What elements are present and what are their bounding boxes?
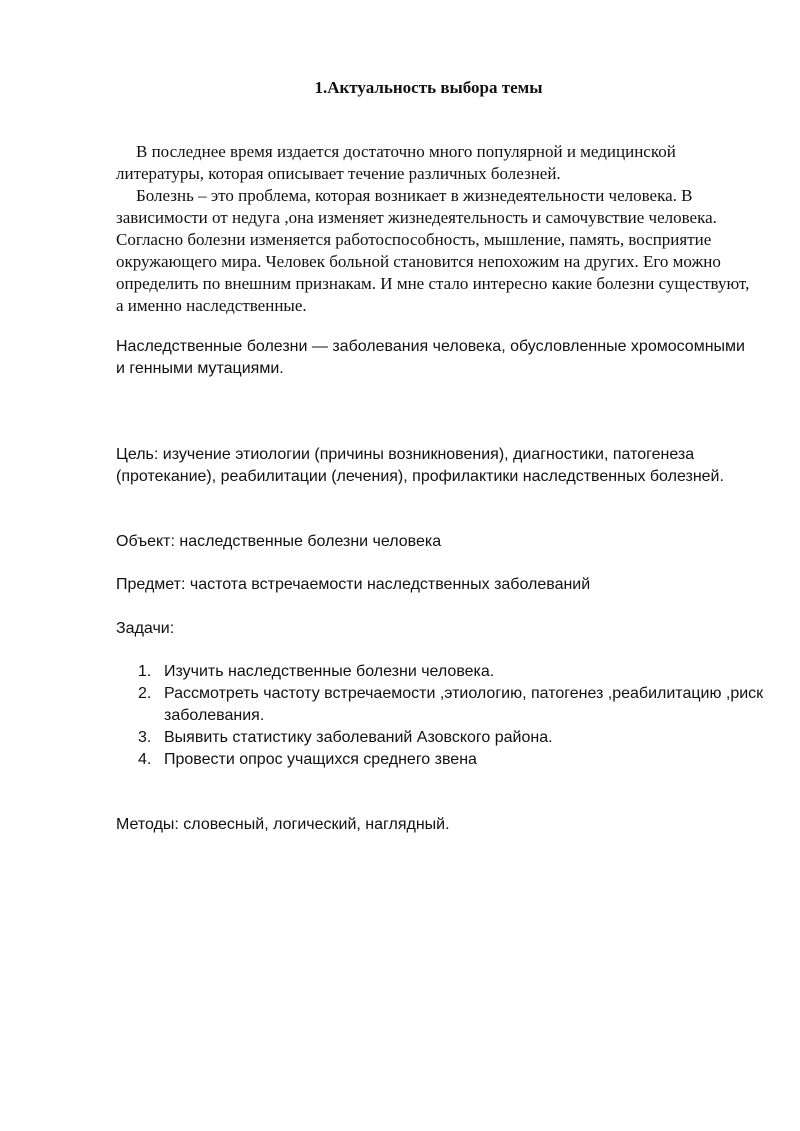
list-item: Провести опрос учащихся среднего звена [164, 751, 477, 768]
definition-paragraph: Наследственные болезни — заболевания человека, обусловленные хромосомными и генными мутациями. [116, 338, 745, 377]
methods-paragraph: Методы: словесный, логический, наглядный. [116, 816, 450, 833]
tasks-list [116, 661, 800, 771]
list-item: Выявить статистику заболеваний Азовского района. [164, 729, 553, 746]
list-item: Изучить наследственные болезни человека. [164, 663, 495, 680]
goal-paragraph: Цель: изучение этиологии (причины возникновения), диагностики, патогенеза (протекание), реабилитации (лечения), профилактики наследственных болезней. [116, 446, 724, 485]
subject-paragraph: Предмет: частота встречаемости наследственных заболеваний [116, 576, 591, 593]
intro-paragraph-1: В последнее время издается достаточно много популярной и медицинской литературы, которая описывает течение различных болезней. [116, 142, 676, 183]
page-title: 1.Актуальность выбора темы [314, 78, 543, 97]
list-item: Рассмотреть частоту встречаемости ,этиологию, патогенез ,реабилитацию ,риск заболевания. [164, 685, 764, 724]
tasks-heading: Задачи: [116, 620, 175, 637]
intro-paragraph-2: Болезнь – это проблема, которая возникает в жизнедеятельности человека. В зависимости от недуга ,она изменяет жизнедеятельность и самочувствие человека. Согласно болезни изменяется работоспособность, мышление, память, восприятие окружающего мира. Человек больной становится непохожим на других. Его можно определить по внешним признакам. И мне стало интересно какие болезни существуют, а именно наследственные. [116, 186, 750, 315]
object-paragraph: Объект: наследственные болезни человека [116, 533, 442, 550]
